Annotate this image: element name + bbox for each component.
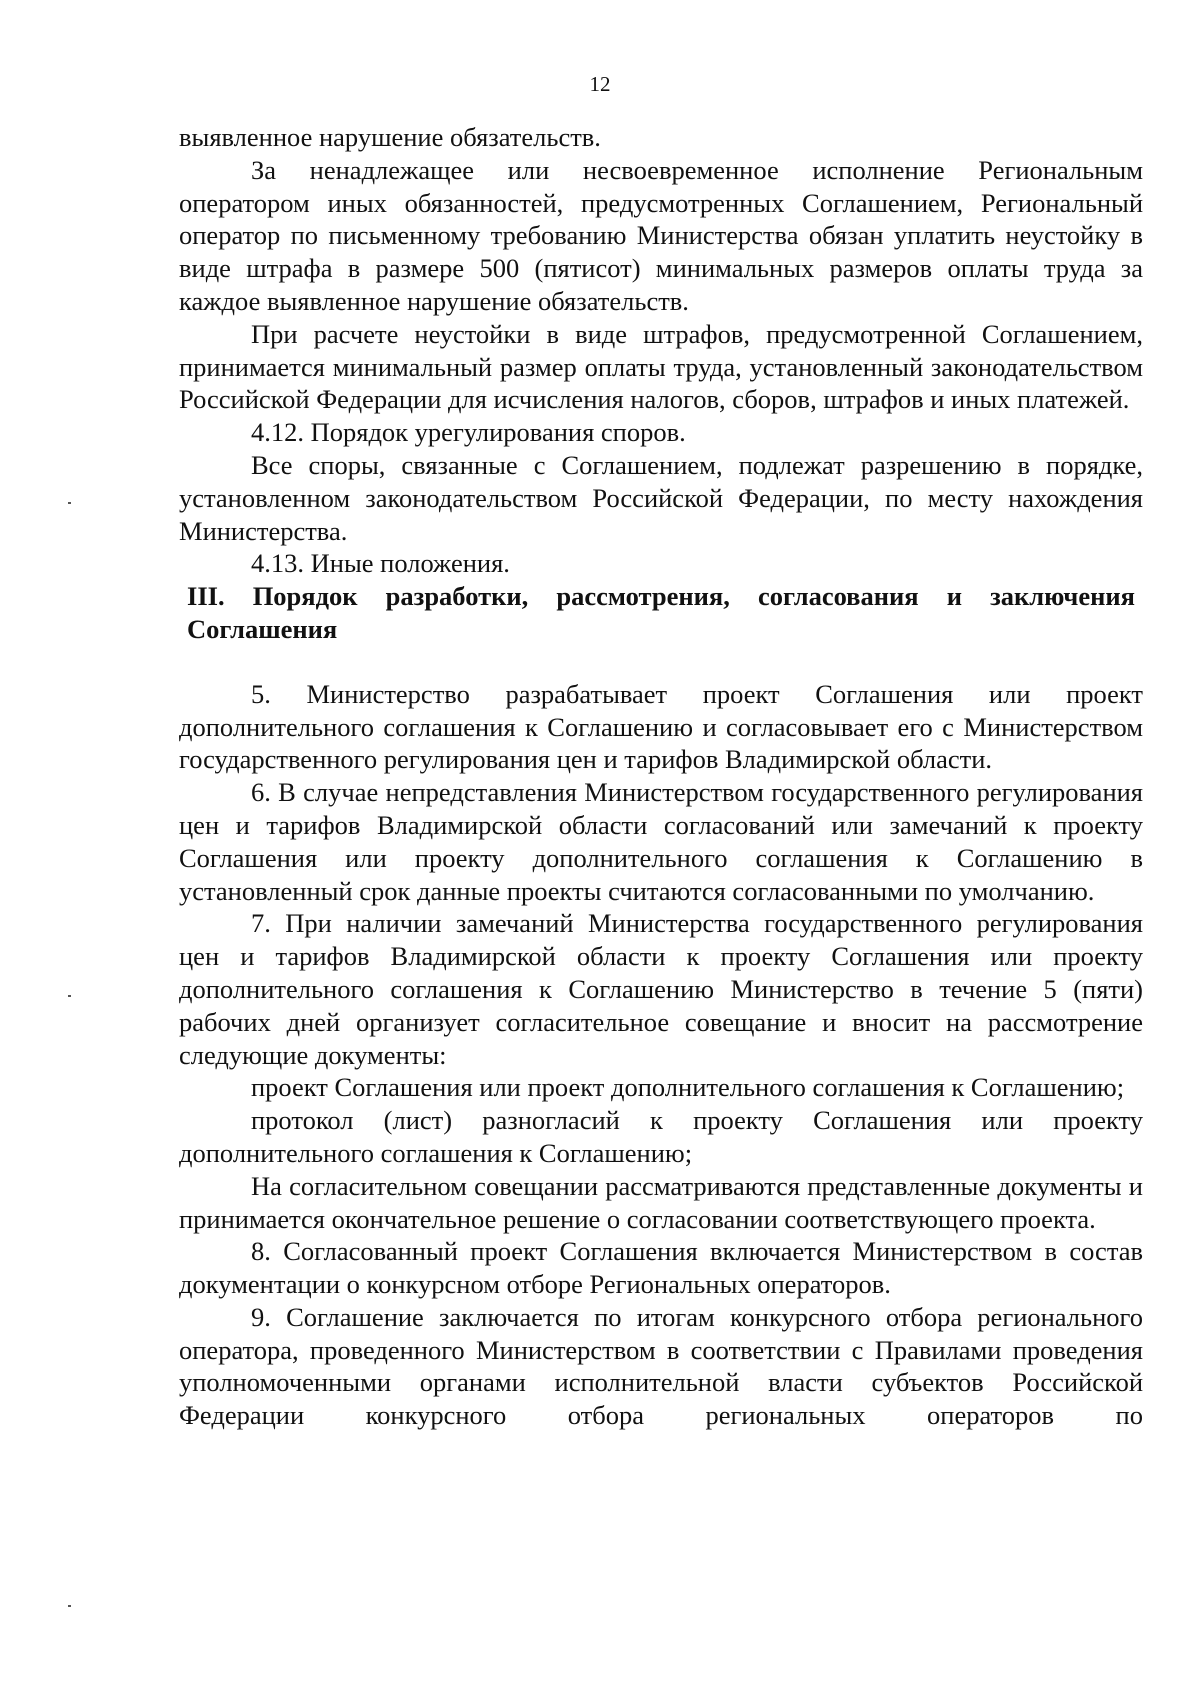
clause-8: 8. Согласованный проект Соглашения включается Министерством в состав документации о конкурсном отборе Региональных операторов. [179, 1236, 1143, 1300]
clause-9: 9. Соглашение заключается по итогам конкурсного отбора регионального оператора, проведенного Министерством в соответствии с Правилами проведения уполномоченными органами исполнительной власти субъектов Российской Федерации конкурсного отбора региональных операторов по [179, 1301, 1143, 1431]
paragraph-penalty-other-duties: За ненадлежащее или несвоевременное исполнение Региональным оператором иных обязанностей, предусмотренных Соглашением, Региональный оператор по письменному требованию Министерства обязан уплатить неустойку в виде штрафа в размере 500 (пятисот) минимальных размеров оплаты труда за каждое выявленное нарушение обязательств. [179, 154, 1143, 316]
document-body [179, 121, 1143, 1432]
section-gap [179, 646, 1143, 678]
clause-5: 5. Министерство разрабатывает проект Соглашения или проект дополнительного соглашения к Соглашению и согласовывает его с Министерством государственного регулирования цен и тарифов Владимирской области. [179, 678, 1143, 775]
paragraph-penalty-calculation: При расчете неустойки в виде штрафов, предусмотренной Соглашением, принимается минимальный размер оплаты труда, установленный законодательством Российской Федерации для исчисления налогов, сборов, штрафов и иных платежей. [179, 318, 1143, 415]
paragraph-continuation: выявленное нарушение обязательств. [179, 122, 601, 152]
section-heading: III. Порядок разработки, рассмотрения, согласования и заключения Соглашения [187, 581, 1135, 644]
clause-4-13-title: 4.13. Иные положения. [251, 548, 510, 579]
clause-4-12-title: 4.12. Порядок урегулирования споров. [251, 417, 686, 448]
clause-7: 7. При наличии замечаний Министерства государственного регулирования цен и тарифов Владимирской области к проекту Соглашения или проекту дополнительного соглашения к Соглашению Министерство в течение 5 (пяти) рабочих дней организует согласительное совещание и вносит на рассмотрение следующие документы: [179, 908, 1143, 1070]
margin-mark [68, 1605, 71, 1607]
margin-mark [68, 995, 71, 997]
clause-7-item-project: проект Соглашения или проект дополнительного соглашения к Соглашению; [251, 1072, 1125, 1103]
clause-7-meeting: На согласительном совещании рассматриваются представленные документы и принимается окончательное решение о согласовании соответствующего проекта. [179, 1170, 1143, 1234]
margin-mark [68, 502, 71, 504]
page-number: 12 [589, 72, 611, 96]
paragraph-disputes: Все споры, связанные с Соглашением, подлежат разрешению в порядке, установленном законодательством Российской Федерации, по месту нахождения Министерства. [179, 449, 1143, 546]
clause-6: 6. В случае непредставления Министерством государственного регулирования цен и тарифов Владимирской области согласований или замечаний к проекту Соглашения или проекту дополнительного соглашения к Соглашению в установленный срок данные проекты считаются согласованными по умолчанию. [179, 777, 1143, 906]
clause-7-item-protocol: протокол (лист) разногласий к проекту Соглашения или проекту дополнительного соглашения к Соглашению; [179, 1105, 1143, 1168]
